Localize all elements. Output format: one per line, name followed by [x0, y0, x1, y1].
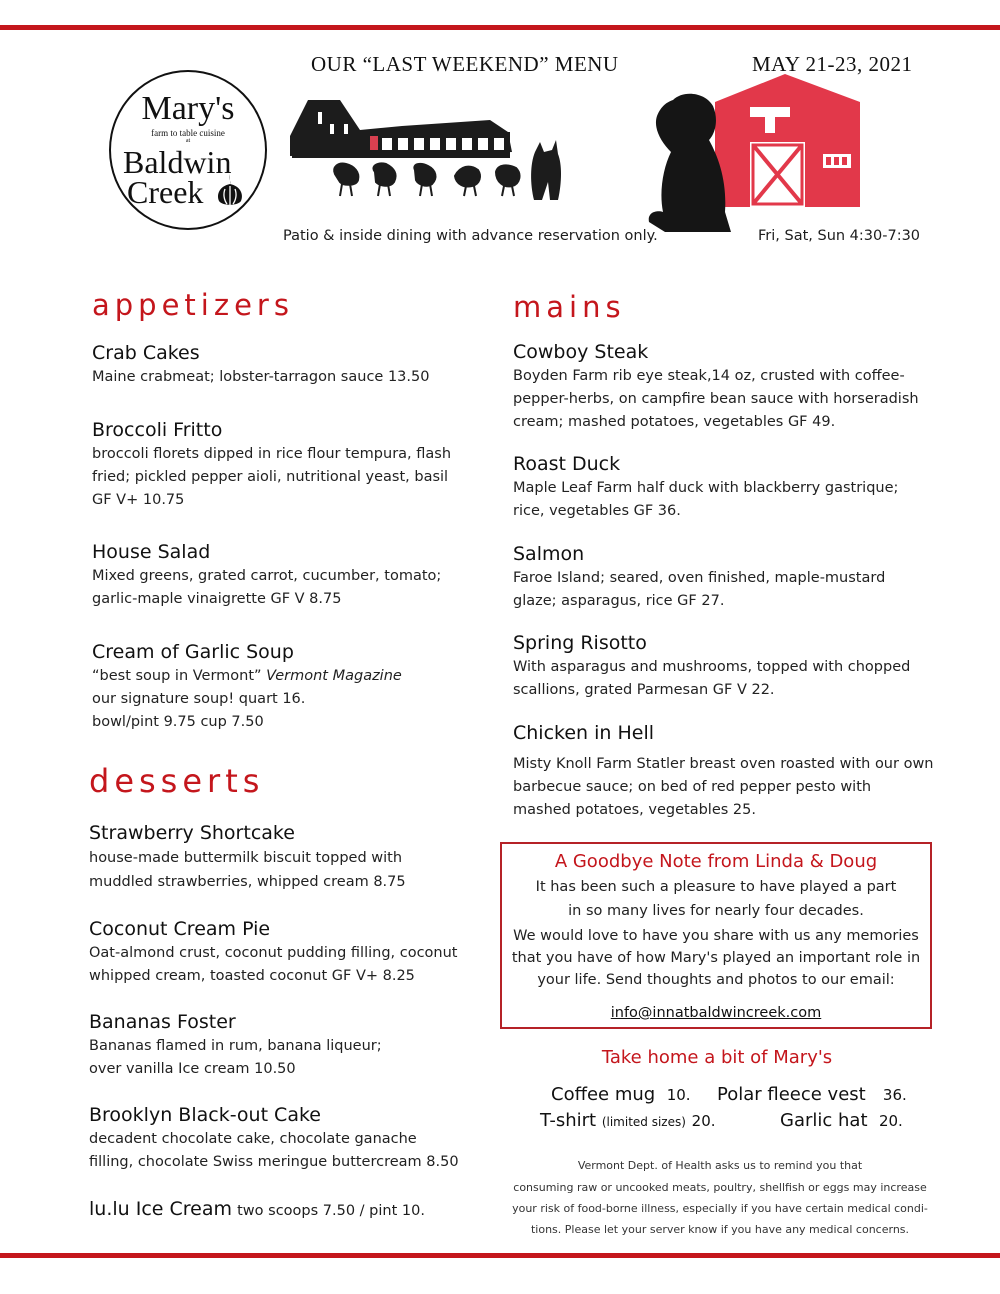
item-line: rice, vegetables GF 36.: [513, 503, 681, 519]
item-name: Crab Cakes: [92, 342, 200, 364]
main-item: [513, 453, 898, 523]
item-line: Bananas flamed in rum, banana liqueur;: [89, 1038, 382, 1054]
merch-name: Garlic hat: [780, 1110, 868, 1131]
dog-barn-illustration: [645, 72, 910, 234]
item-line: Mixed greens, grated carrot, cucumber, tomato;: [92, 568, 442, 584]
chickens-icon: [334, 163, 519, 196]
item-description: [513, 365, 919, 434]
item-line: bowl/pint 9.75 cup 7.50: [92, 714, 264, 730]
merch-tshirt: [540, 1110, 716, 1131]
cat-icon: [531, 140, 561, 200]
soup-quote: “best soup in Vermont”: [92, 668, 262, 684]
item-description: [513, 477, 898, 523]
item-description: [89, 942, 458, 988]
item-line: house-made buttermilk biscuit topped with: [89, 850, 403, 866]
health-notice-line: consuming raw or uncooked meats, poultry, shellfish or eggs may increase: [513, 1181, 927, 1194]
dessert-item: [89, 822, 406, 894]
health-notice-line: your risk of food-borne illness, especially if you have certain medical condi-: [512, 1202, 928, 1215]
soup-quote-line: [92, 665, 402, 688]
item-line: scallions, grated Parmesan GF V 22.: [513, 682, 775, 698]
item-line: muddled strawberries, whipped cream 8.75: [89, 874, 406, 890]
item-line: barbecue sauce; on bed of red pepper pesto with: [513, 779, 872, 795]
main-item: [513, 341, 919, 434]
dining-note: Patio & inside dining with advance reservation only.: [283, 228, 658, 244]
item-line: pepper-herbs, on campfire bean sauce with horseradish: [513, 391, 919, 407]
goodbye-note: [500, 842, 932, 1029]
item-description: [92, 443, 451, 512]
hours: Fri, Sat, Sun 4:30-7:30: [758, 228, 921, 244]
note-line: in so many lives for nearly four decades.: [568, 903, 864, 919]
item-line: Oat-almond crust, coconut pudding filling, coconut: [89, 945, 458, 961]
merch-coffee-mug: [551, 1084, 691, 1105]
item-description: [89, 846, 406, 894]
item-line: Maine crabmeat; lobster-tarragon sauce 13.50: [92, 369, 430, 385]
item-name: Roast Duck: [513, 453, 621, 475]
soup-name: Cream of Garlic Soup: [92, 641, 294, 663]
item-line: Faroe Island; seared, oven finished, maple-mustard: [513, 570, 886, 586]
note-line: We would love to have you share with us any memories: [513, 928, 919, 944]
email-wrap: [502, 1002, 930, 1021]
merch-price: 10.: [666, 1086, 691, 1104]
item-description: [89, 1128, 459, 1174]
item-name: Brooklyn Black-out Cake: [89, 1104, 321, 1126]
item-line: broccoli florets dipped in rice flour tempura, flash: [92, 446, 452, 462]
logo-line1: Mary's: [141, 90, 235, 127]
menu-dates: MAY 21-23, 2021: [752, 52, 913, 76]
item-name: Bananas Foster: [89, 1011, 236, 1033]
farmhouse-illustration: [290, 92, 570, 207]
item-description: [92, 565, 441, 611]
item-line: Misty Knoll Farm Statler breast oven roasted with our own: [513, 756, 934, 772]
note-title: A Goodbye Note from Linda & Doug: [554, 851, 878, 872]
merch-fleece: [717, 1084, 907, 1105]
appetizer-item: [92, 419, 451, 512]
item-line: over vanilla Ice cream 10.50: [89, 1061, 296, 1077]
soup-source: Vermont Magazine: [266, 668, 402, 684]
item-line: mashed potatoes, vegetables 25.: [513, 802, 756, 818]
dessert-item: [89, 1104, 459, 1174]
item-line: GF V+ 10.75: [92, 492, 185, 508]
menu-title: OUR “LAST WEEKEND” MENU: [311, 52, 619, 76]
logo-tagline: farm to table cuisine: [151, 128, 225, 138]
main-item: [513, 632, 910, 702]
item-description: [92, 366, 429, 389]
dessert-item: [89, 1011, 382, 1081]
item-line: garlic-maple vinaigrette GF V 8.75: [92, 591, 342, 607]
icecream-name: lu.lu Ice Cream: [89, 1198, 233, 1220]
main-item: [513, 722, 934, 822]
item-name: Chicken in Hell: [513, 722, 655, 744]
health-notice-line: tions. Please let your server know if you have any medical concerns.: [530, 1223, 910, 1236]
item-name: Broccoli Fritto: [92, 419, 223, 441]
merch-price: 20.: [878, 1112, 903, 1130]
desserts-heading: desserts: [89, 762, 265, 800]
item-name: House Salad: [92, 541, 211, 563]
merch-name: Coffee mug: [551, 1084, 656, 1105]
logo-line3: Creek: [127, 174, 204, 210]
logo-line2: Baldwin: [123, 144, 232, 180]
soup-description: [92, 665, 402, 734]
appetizer-item: [92, 541, 441, 611]
merch-name: Polar fleece vest: [717, 1084, 866, 1105]
appetizer-item: [92, 342, 429, 389]
item-line: cream; mashed potatoes, vegetables GF 49.: [513, 414, 836, 430]
item-line: filling, chocolate Swiss meringue buttercream 8.50: [89, 1154, 459, 1170]
item-line: glaze; asparagus, rice GF 27.: [513, 593, 725, 609]
item-name: Spring Risotto: [513, 632, 647, 654]
garlic-icon: [214, 172, 246, 208]
item-description: [513, 753, 934, 822]
top-rule: [0, 25, 1000, 30]
item-line: whipped cream, toasted coconut GF V+ 8.25: [89, 968, 415, 984]
item-name: Cowboy Steak: [513, 341, 649, 363]
mains-heading: mains: [513, 290, 626, 324]
merch-title: Take home a bit of Mary's: [601, 1047, 833, 1068]
email-link[interactable]: info@innatbaldwincreek.com: [610, 1005, 822, 1021]
merch-price: 36.: [882, 1086, 907, 1104]
barn-icon: [715, 74, 860, 207]
merch-price: 20.: [691, 1112, 716, 1130]
health-notice-line: Vermont Dept. of Health asks us to remind you that: [577, 1159, 863, 1172]
bottom-rule: [0, 1253, 1000, 1258]
item-name: Strawberry Shortcake: [89, 822, 295, 844]
item-line: fried; pickled pepper aioli, nutritional yeast, basil: [92, 469, 449, 485]
main-item: [513, 543, 885, 613]
item-line: Maple Leaf Farm half duck with blackberry gastrique;: [513, 480, 899, 496]
dessert-item: [89, 918, 458, 988]
merch-note: (limited sizes): [601, 1115, 686, 1129]
item-name: Coconut Cream Pie: [89, 918, 271, 940]
item-description: [89, 1035, 382, 1081]
item-line: With asparagus and mushrooms, topped with chopped: [513, 659, 911, 675]
appetizers-heading: appetizers: [92, 288, 294, 322]
soup-item: [92, 641, 402, 734]
logo: [109, 70, 267, 230]
logo-at: at: [185, 138, 191, 144]
item-line: our signature soup! quart 16.: [92, 691, 306, 707]
item-line: decadent chocolate cake, chocolate ganache: [89, 1131, 417, 1147]
item-line: Boyden Farm rib eye steak,14 oz, crusted with coffee-: [513, 368, 905, 384]
icecream-item: [89, 1198, 425, 1220]
item-name: Salmon: [513, 543, 585, 565]
note-line: that you have of how Mary's played an important role in: [511, 950, 921, 966]
item-description: [513, 567, 885, 613]
note-line: your life. Send thoughts and photos to our email:: [537, 972, 895, 988]
merch-garlic-hat: [780, 1110, 903, 1131]
merch-name: T-shirt: [540, 1110, 597, 1131]
icecream-detail: two scoops 7.50 / pint 10.: [237, 1203, 425, 1219]
note-line: It has been such a pleasure to have played a part: [535, 879, 897, 895]
farmhouse-icon: [290, 100, 512, 158]
item-description: [513, 656, 910, 702]
